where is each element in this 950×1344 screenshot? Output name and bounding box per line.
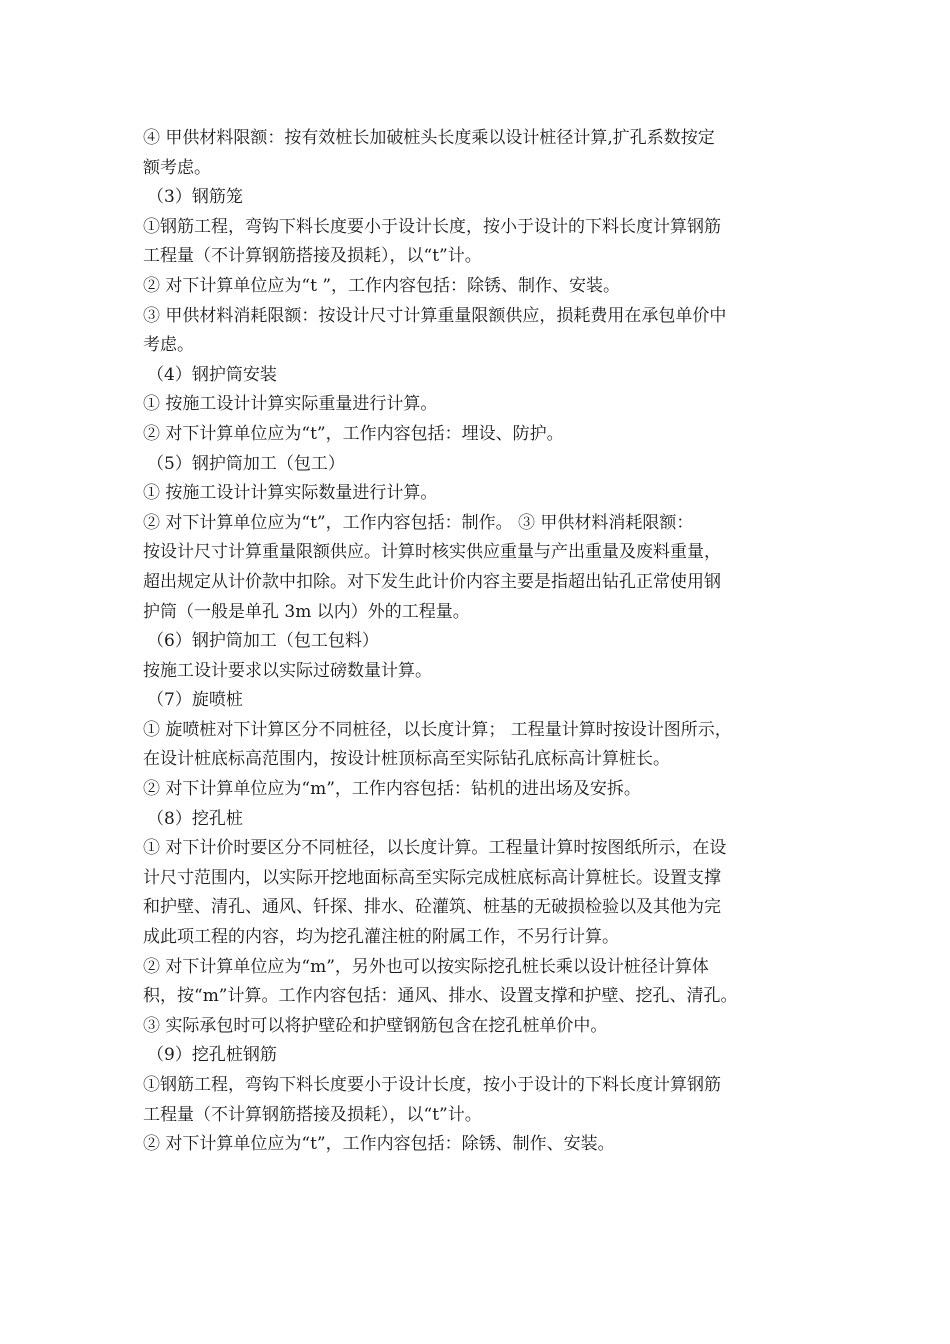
- paragraph-line: 考虑。: [143, 335, 194, 356]
- paragraph-line: 超出规定从计价款中扣除。对下发生此计价内容主要是指超出钻孔正常使用钢: [143, 571, 721, 592]
- paragraph-line: 成此项工程的内容，均为挖孔灌注桩的附属工作，不另行计算。: [143, 927, 619, 948]
- paragraph-line: ① 按施工设计计算实际重量进行计算。: [143, 394, 438, 415]
- paragraph-line: ①钢筋工程，弯钩下料长度要小于设计长度，按小于设计的下料长度计算钢筋: [143, 1075, 721, 1095]
- paragraph-line: 计尺寸范围内，以实际开挖地面标高至实际完成桩底标高计算桩长。设置支撑: [143, 867, 721, 888]
- section-heading: （4）钢护筒安装: [147, 364, 277, 385]
- paragraph-line: 工程量（不计算钢筋搭接及损耗），以“t”计。: [143, 1104, 482, 1125]
- section-heading: （5）钢护筒加工（包工）: [147, 453, 345, 474]
- paragraph-line: ② 对下计算单位应为“m”，另外也可以按实际挖孔桩长乘以设计桩径计算体: [143, 956, 709, 977]
- paragraph-line: ① 按施工设计计算实际数量进行计算。: [143, 483, 438, 504]
- paragraph-line: 工程量（不计算钢筋搭接及损耗），以“t”计。: [143, 246, 482, 267]
- paragraph-line: ① 旋喷桩对下计算区分不同桩径，以长度计算； 工程量计算时按设计图所示，: [143, 719, 732, 740]
- paragraph-line: ① 对下计价时要区分不同桩径，以长度计算。工程量计算时按图纸所示，在设: [143, 838, 727, 859]
- paragraph-line: 按施工设计要求以实际过磅数量计算。: [143, 660, 432, 681]
- document-page: [143, 124, 823, 1160]
- paragraph-line: ② 对下计算单位应为“t”，工作内容包括：埋设、防护。: [143, 423, 564, 444]
- paragraph-line: ③ 实际承包时可以将护壁砼和护壁钢筋包含在挖孔桩单价中。: [143, 1015, 608, 1036]
- section-heading: （3）钢筋笼: [147, 187, 243, 208]
- paragraph-line: 和护壁、清孔、通风、钎探、排水、砼灌筑、桩基的无破损检验以及其他为完: [143, 897, 721, 918]
- paragraph-line: ③ 甲供材料消耗限额：按设计尺寸计算重量限额供应，损耗费用在承包单价中: [143, 305, 727, 326]
- section-heading: （8）挖孔桩: [147, 808, 243, 829]
- paragraph-line: 在设计桩底标高范围内，按设计桩顶标高至实际钻孔底标高计算桩长。: [143, 749, 670, 770]
- paragraph-line: ② 对下计算单位应为“m”，工作内容包括：钻机的进出场及安拆。: [143, 779, 641, 800]
- paragraph-line: ④ 甲供材料限额：按有效桩长加破桩头长度乘以设计桩径计算,扩孔系数按定: [143, 128, 715, 148]
- section-heading: （6）钢护筒加工（包工包料）: [147, 631, 379, 652]
- paragraph-line: ② 对下计算单位应为“t”，工作内容包括：除锈、制作、安装。: [143, 1134, 615, 1155]
- paragraph-line: ② 对下计算单位应为“t”，工作内容包括：制作。 ③ 甲供材料消耗限额：: [143, 512, 694, 533]
- paragraph-line: 额考虑。: [143, 157, 211, 178]
- paragraph-line: 积，按“m”计算。工作内容包括：通风、排水、设置支撑和护壁、挖孔、清孔。: [143, 986, 738, 1007]
- paragraph-line: ② 对下计算单位应为“t ”，工作内容包括：除锈、制作、安装。: [143, 275, 621, 296]
- section-heading: （9）挖孔桩钢筋: [147, 1045, 277, 1066]
- paragraph-line: ①钢筋工程，弯钩下料长度要小于设计长度，按小于设计的下料长度计算钢筋: [143, 216, 721, 237]
- section-heading: （7）旋喷桩: [147, 690, 243, 711]
- paragraph-line: 护筒（一般是单孔 3m 以内）外的工程量。: [143, 601, 470, 622]
- paragraph-line: 按设计尺寸计算重量限额供应。计算时核实供应重量与产出重量及废料重量，: [143, 542, 721, 563]
